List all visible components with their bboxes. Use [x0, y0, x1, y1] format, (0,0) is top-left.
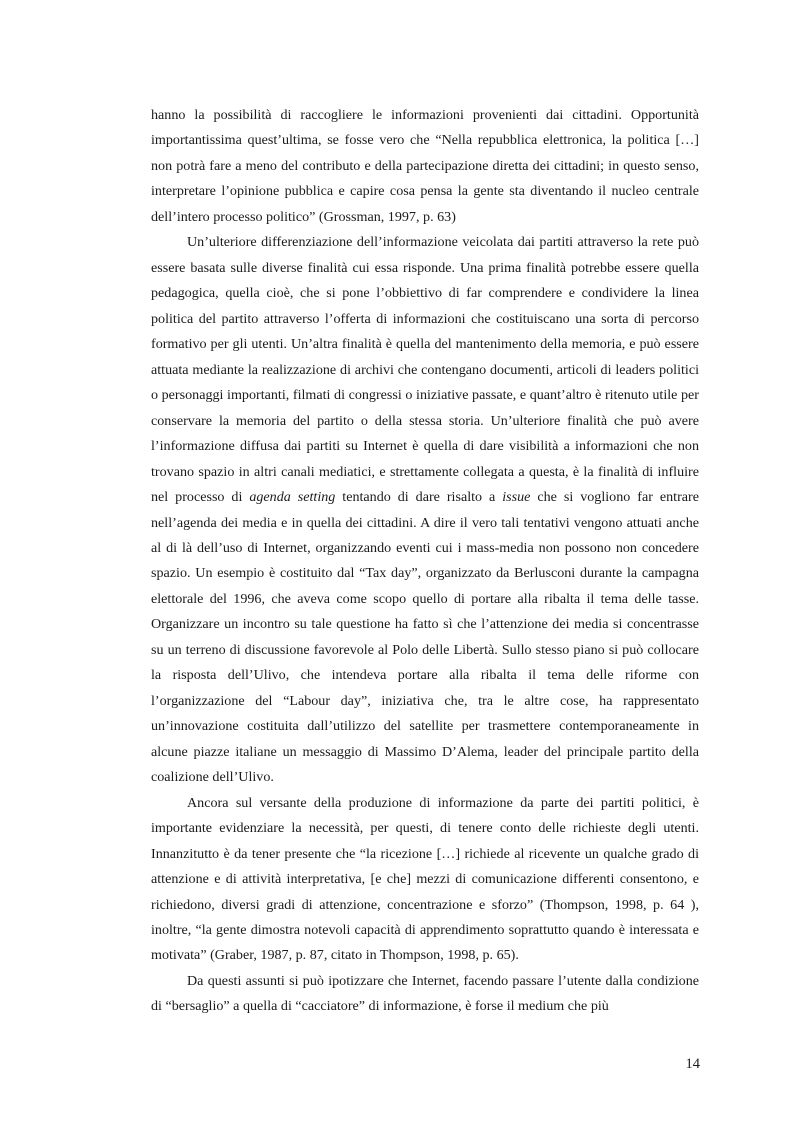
paragraph-text: Un’ulteriore differenziazione dell’informazione veicolata dai partiti attraverso la rete può essere basata sulle diverse finalità cui essa risponde. Una prima finalità potrebbe essere quella pedagogica, quella cioè, che si pone l’obbiettivo di far comprendere e condividere la linea politica del partito attraverso l’offerta di informazioni che costituiscano una sorta di percorso formativo per gli utenti. Un’altra finalità è quella del mantenimento della memoria, e può essere attuata mediante la realizzazione di archivi che contengano documenti, articoli di leaders politici o personaggi importanti, filmati di congressi o iniziative passate, e quant’altro è ritenuto utile per conservare la memoria del partito o della stessa storia. Un’ulteriore finalità che può avere l’informazione diffusa dai partiti su Internet è quella di dare visibilità a informazioni che non trovano spazio in altri canali mediatici, e strettamente collegata a questa, è la finalità di influire nel processo di — [151, 234, 699, 506]
paragraph-text: che si vogliono far entrare nell’agenda dei media e in quella dei cittadini. A dire il vero tali tentativi vengono attuati anche al di là dell’uso di Internet, organizzando eventi cui i mass-media non possono non concedere spazio. Un esempio è costituito dal “Tax day”, organizzato da Berlusconi durante la campagna elettorale del 1996, che aveva come scopo quello di portare alla ribalta il tema delle tasse. Organizzare un incontro su tale questione ha fatto sì che l’attenzione dei media si concentrasse su un terreno di discussione favorevole al Polo delle Libertà. Sullo stesso piano si può collocare la risposta dell’Ulivo, che intendeva portare alla ribalta il tema delle riforme con l’organizzazione del “Labour day”, iniziativa che, tra le altre cose, ha rappresentato un’innovazione costituita dall’utilizzo del satellite per trasmettere contemporaneamente in alcune piazze italiane un messaggio di Massimo D’Alema, leader del principale partito della coalizione dell’Ulivo. — [151, 489, 699, 786]
body-text — [151, 103, 699, 1020]
paragraph — [151, 103, 699, 230]
paragraph-text: Da questi assunti si può ipotizzare che Internet, facendo passare l’utente dalla condizione di “bersaglio” a quella di “cacciatore” di informazione, è forse il medium che più — [151, 972, 699, 1015]
paragraph-text: tentando di dare risalto a — [335, 489, 503, 506]
paragraph-text: Ancora sul versante della produzione di informazione da parte dei partiti politici, è importante evidenziare la necessità, per questi, di tenere conto delle richieste degli utenti. Innanzitutto è da tener presente che “la ricezione […] richiede al ricevente un qualche grado di attenzione e di attività interpretativa, [e che] mezzi di comunicazione differenti consentono, e richiedono, diversi gradi di attenzione, concentrazione e sforzo” (Thompson, 1998, p. 64 ), inoltre, “la gente dimostra notevoli capacità di apprendimento soprattutto quando è interessata e motivata” (Graber, 1987, p. 87, citato in Thompson, 1998, p. 65). — [151, 794, 699, 964]
page-number: 14 — [685, 1056, 700, 1072]
italic-term: agenda setting — [249, 489, 336, 506]
paragraph-text: hanno la possibilità di raccogliere le informazioni provenienti dai cittadini. Opportunità importantissima quest’ultima, se fosse vero che “Nella repubblica elettronica, la politica […] non potrà fare a meno del contributo e della partecipazione diretta dei cittadini; in questo senso, interpretare l’opinione pubblica e capire cosa pensa la gente sta diventando il nucleo centrale dell’intero processo politico” (Grossman, 1997, p. 63) — [151, 107, 699, 225]
paragraph — [151, 791, 699, 969]
paragraph — [151, 230, 699, 790]
italic-term: issue — [502, 489, 531, 506]
paragraph — [151, 969, 699, 1020]
